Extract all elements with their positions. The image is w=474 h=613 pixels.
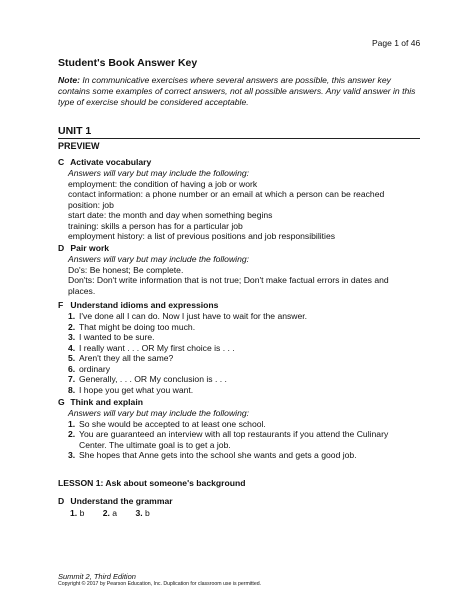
item-number: 3. <box>68 332 76 342</box>
section-title: Think and explain <box>70 397 143 407</box>
answer <box>135 508 157 518</box>
note-text: In communicative exercises where several answers are possible, this answer key contains some examples of correct answers, not all possible answers. Any valid answer in this type of exercise should be considered acceptable. <box>58 75 416 107</box>
list-item <box>68 429 418 450</box>
answer-value: b <box>145 508 150 518</box>
answer-number: 3. <box>135 508 143 518</box>
vocab-line: employment history: a list of previous positions and job responsibilities <box>68 231 336 241</box>
unit-divider <box>58 138 420 139</box>
grammar-answers <box>70 508 166 518</box>
item-text: I hope you get what you want. <box>79 384 194 395</box>
section-intro: Answers will vary but may include the following: <box>68 168 250 178</box>
item-number: 5. <box>68 353 76 363</box>
note-paragraph <box>58 75 420 108</box>
list-item <box>68 311 418 322</box>
item-number: 2. <box>68 321 76 332</box>
item-text: Generally, . . . OR My conclusion is . . . <box>79 374 227 384</box>
section-intro: Answers will vary but may include the following: <box>68 254 250 264</box>
footer-book-title: Summit 2, Third Edition <box>58 572 136 581</box>
answer-value: b <box>79 508 85 518</box>
item-text: You are guaranteed an interview with all top restaurants if you attend the Culinary Center. The ultimate goal is to get a job. <box>79 429 389 450</box>
answer <box>70 508 92 518</box>
vocab-line: employment: the condition of having a job or work <box>68 178 258 189</box>
preview-heading: PREVIEW <box>58 141 100 151</box>
item-number: 6. <box>68 363 76 374</box>
list-item <box>68 353 418 364</box>
section-g-heading <box>58 397 143 407</box>
lesson-heading: LESSON 1: Ask about someone's background <box>58 478 246 488</box>
answer <box>103 508 125 518</box>
section-c-heading <box>58 157 151 167</box>
item-number: 1. <box>68 418 76 429</box>
item-number: 3. <box>68 450 76 460</box>
item-text: I wanted to be sure. <box>79 332 155 342</box>
section-title: Activate vocabulary <box>70 157 152 167</box>
section-letter: F <box>58 300 64 310</box>
section-f-heading <box>58 300 218 310</box>
document-title: Student's Book Answer Key <box>58 57 198 69</box>
list-item <box>68 419 418 430</box>
item-text: Aren't they all the same? <box>79 353 174 363</box>
page-number: Page 1 of 46 <box>372 38 421 48</box>
item-number: 2. <box>68 429 76 439</box>
item-number: 7. <box>68 374 76 384</box>
list-item <box>68 450 418 461</box>
footer-copyright: Copyright © 2017 by Pearson Education, Inc. Duplication for classroom use is permitted. <box>58 581 262 587</box>
section-letter: G <box>58 397 65 407</box>
vocab-line: training: skills a person has for a particular job <box>68 220 243 231</box>
think-explain-list <box>68 419 418 461</box>
list-item <box>68 322 418 333</box>
item-number: 4. <box>68 342 76 353</box>
item-text: So she would be accepted to at least one school. <box>79 418 266 429</box>
section-g-body <box>68 408 418 461</box>
list-item <box>68 343 418 354</box>
vocab-line: contact information: a phone number or an email at which a person can be reached <box>68 189 385 199</box>
section-title: Understand the grammar <box>70 496 173 506</box>
item-number: 1. <box>68 311 76 321</box>
section-intro: Answers will vary but may include the following: <box>68 408 250 418</box>
section-title: Pair work <box>70 243 110 253</box>
section-letter: C <box>58 157 65 167</box>
item-text: That might be doing too much. <box>79 321 196 332</box>
item-number: 8. <box>68 384 76 395</box>
item-text: She hopes that Anne gets into the school she wants and gets a good job. <box>79 450 357 460</box>
grammar-heading <box>58 496 173 506</box>
unit-heading: UNIT 1 <box>58 125 92 137</box>
list-item <box>68 374 418 385</box>
section-letter: D <box>58 496 65 506</box>
vocab-line: start date: the month and day when something begins <box>68 210 273 220</box>
vocab-line: position: job <box>68 199 114 210</box>
item-text: I've done all I can do. Now I just have to wait for the answer. <box>79 311 308 321</box>
section-f-body <box>68 311 418 395</box>
pair-work-line: Do's: Be honest; Be complete. <box>68 264 184 275</box>
section-d-heading <box>58 243 109 253</box>
item-text: I really want . . . OR My first choice is . . . <box>79 342 235 353</box>
list-item <box>68 364 418 375</box>
answer-number: 2. <box>102 508 110 518</box>
list-item <box>68 385 418 396</box>
section-c-body <box>68 168 418 242</box>
note-label: Note: <box>58 75 80 85</box>
list-item <box>68 332 418 343</box>
section-d-body <box>68 254 418 296</box>
section-letter: D <box>58 243 65 253</box>
idiom-answer-list <box>68 311 418 395</box>
answer-value: a <box>112 508 118 518</box>
answer-number: 1. <box>70 508 78 518</box>
item-text: ordinary <box>79 363 111 374</box>
section-title: Understand idioms and expressions <box>70 300 219 310</box>
pair-work-line: Don'ts: Don't write information that is not true; Don't make factual errors in dates and places. <box>68 275 389 296</box>
